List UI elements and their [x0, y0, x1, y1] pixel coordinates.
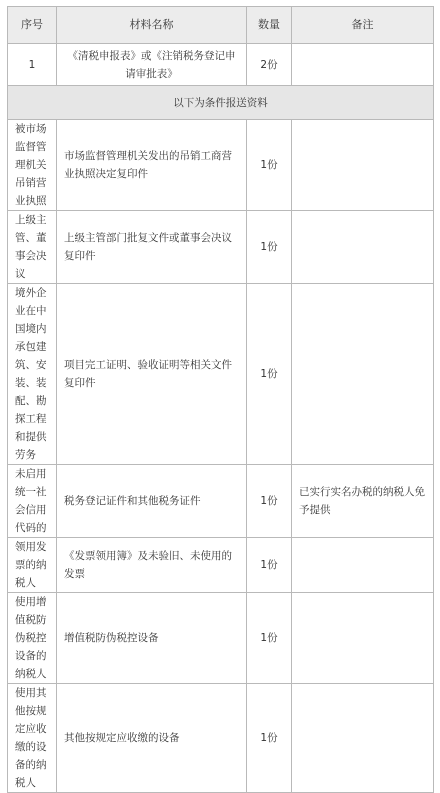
row-quantity: 1份	[247, 211, 292, 284]
row-condition: 未启用统一社会信用代码的	[8, 465, 57, 538]
row-quantity: 1份	[247, 284, 292, 465]
section-title: 以下为条件报送资料	[8, 86, 434, 120]
row-quantity: 1份	[247, 538, 292, 593]
table-row	[8, 465, 434, 538]
row-remark	[292, 44, 434, 86]
header-remark: 备注	[292, 7, 434, 44]
row-remark	[292, 284, 434, 465]
row-quantity: 1份	[247, 684, 292, 793]
table-row	[8, 538, 434, 593]
header-row	[8, 7, 434, 44]
row-material: 《清税申报表》或《注销税务登记申请审批表》	[57, 44, 247, 86]
row-remark	[292, 120, 434, 211]
row-quantity: 1份	[247, 593, 292, 684]
table-row	[8, 44, 434, 86]
row-material: 市场监督管理机关发出的吊销工商营业执照决定复印件	[57, 120, 247, 211]
row-material: 《发票领用簿》及未验旧、未使用的发票	[57, 538, 247, 593]
row-material: 税务登记证件和其他税务证件	[57, 465, 247, 538]
row-condition: 境外企业在中国境内承包建筑、安装、装配、勘探工程和提供劳务	[8, 284, 57, 465]
row-condition: 使用增值税防伪税控设备的纳税人	[8, 593, 57, 684]
row-material: 项目完工证明、验收证明等相关文件复印件	[57, 284, 247, 465]
table-row	[8, 684, 434, 793]
header-seq: 序号	[8, 7, 57, 44]
row-material: 上级主管部门批复文件或董事会决议复印件	[57, 211, 247, 284]
row-quantity: 1份	[247, 120, 292, 211]
table-row	[8, 284, 434, 465]
row-quantity: 1份	[247, 465, 292, 538]
header-material: 材料名称	[57, 7, 247, 44]
row-quantity: 2份	[247, 44, 292, 86]
row-material: 增值税防伪税控设备	[57, 593, 247, 684]
row-remark	[292, 538, 434, 593]
table-row	[8, 120, 434, 211]
row-condition: 被市场监督管理机关吊销营业执照	[8, 120, 57, 211]
row-remark: 已实行实名办税的纳税人免予提供	[292, 465, 434, 538]
row-remark	[292, 593, 434, 684]
row-seq: 1	[8, 44, 57, 86]
row-remark	[292, 211, 434, 284]
row-condition: 使用其他按规定应收缴的设备的纳税人	[8, 684, 57, 793]
table-row	[8, 593, 434, 684]
row-remark	[292, 684, 434, 793]
row-material: 其他按规定应收缴的设备	[57, 684, 247, 793]
section-row	[8, 86, 434, 120]
row-condition: 上级主管、董事会决议	[8, 211, 57, 284]
materials-table	[7, 6, 434, 793]
table-row	[8, 211, 434, 284]
header-quantity: 数量	[247, 7, 292, 44]
row-condition: 领用发票的纳税人	[8, 538, 57, 593]
